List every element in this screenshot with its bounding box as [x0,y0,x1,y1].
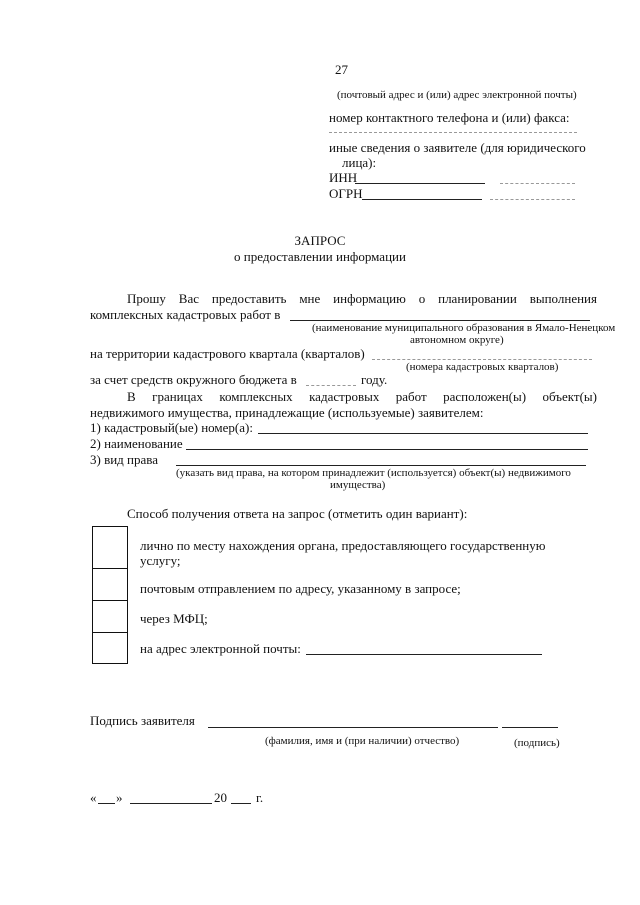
method-option-in-person-line1: лично по месту нахождения органа, предоставляющего государственную [140,538,546,553]
date-month-field[interactable] [130,803,212,804]
right-type-caption-line2: имущества) [330,479,386,491]
method-option-mfc-checkbox[interactable] [92,600,128,633]
signature-caption: (подпись) [514,737,560,749]
method-option-email-checkbox[interactable] [92,632,128,664]
ogrn-field[interactable] [362,199,482,200]
method-option-mfc-label: через МФЦ; [140,611,208,626]
page-number: 27 [335,62,348,77]
applicant-name-field[interactable] [208,727,498,728]
cadastral-number-field[interactable] [258,433,588,434]
ogrn-label: ОГРН [329,186,363,201]
request-line1: Прошу Вас предоставить мне информацию о планировании выполнения [127,291,597,306]
inn-label: ИНН [329,170,358,185]
document-title: ЗАПРОС [294,233,346,248]
method-option-post-label: почтовым отправлением по адресу, указанному в запросе; [140,581,461,596]
other-info-label-line1: иные сведения о заявителе (для юридического [329,140,586,155]
right-type-label: 3) вид права [90,452,159,467]
name-caption: (фамилия, имя и (при наличии) отчество) [265,735,460,747]
method-option-in-person-checkbox[interactable] [92,526,128,569]
right-type-caption-line1: (указать вид права, на котором принадлежит (используется) объект(ы) недвижимого [176,467,571,479]
budget-year-field[interactable] [306,385,356,386]
borders-line1: В границах комплексных кадастровых работ расположен(ы) объект(ы) [127,389,597,404]
municipality-field[interactable] [290,320,590,321]
postal-address-caption: (почтовый адрес и (или) адрес электронной почты) [337,89,577,101]
date-open-quote: « [90,790,97,805]
cadastral-number-label: 1) кадастровый(ые) номер(а): [90,420,253,435]
quarter-label: на территории кадастрового квартала (кварталов) [90,346,365,361]
municipality-caption-line2: автономном округе) [410,334,504,346]
applicant-signature-field[interactable] [502,727,558,728]
document-subtitle: о предоставлении информации [234,249,406,264]
phone-field[interactable] [329,132,577,133]
date-year-field[interactable] [231,803,251,804]
date-year-suffix: г. [256,790,264,805]
date-close-quote: » [116,790,123,805]
budget-label: за счет средств окружного бюджета в [90,372,297,387]
object-name-field[interactable] [186,449,588,450]
ogrn-field-tail [490,199,575,200]
method-option-email-label: на адрес электронной почты: [140,641,301,656]
object-name-label: 2) наименование [90,436,183,451]
right-type-field[interactable] [176,465,586,466]
signature-label: Подпись заявителя [90,713,195,728]
inn-field-tail [500,183,575,184]
date-year-prefix: 20 [214,790,227,805]
inn-field[interactable] [355,183,485,184]
email-field[interactable] [306,654,542,655]
quarter-field[interactable] [372,359,592,360]
date-day-field[interactable] [98,803,115,804]
municipality-caption-line1: (наименование муниципального образования в Ямало-Ненецком [312,322,616,334]
method-heading: Способ получения ответа на запрос (отметить один вариант): [127,506,468,521]
method-option-in-person-line2: услугу; [140,553,181,568]
borders-line2: недвижимого имущества, принадлежащие (используемые) заявителем: [90,405,484,420]
quarter-caption: (номера кадастровых кварталов) [406,361,559,373]
request-line2: комплексных кадастровых работ в [90,307,281,322]
other-info-label-line2: лица): [342,155,377,170]
budget-year-suffix: году. [361,372,388,387]
phone-label: номер контактного телефона и (или) факса: [329,110,570,125]
method-option-post-checkbox[interactable] [92,568,128,601]
